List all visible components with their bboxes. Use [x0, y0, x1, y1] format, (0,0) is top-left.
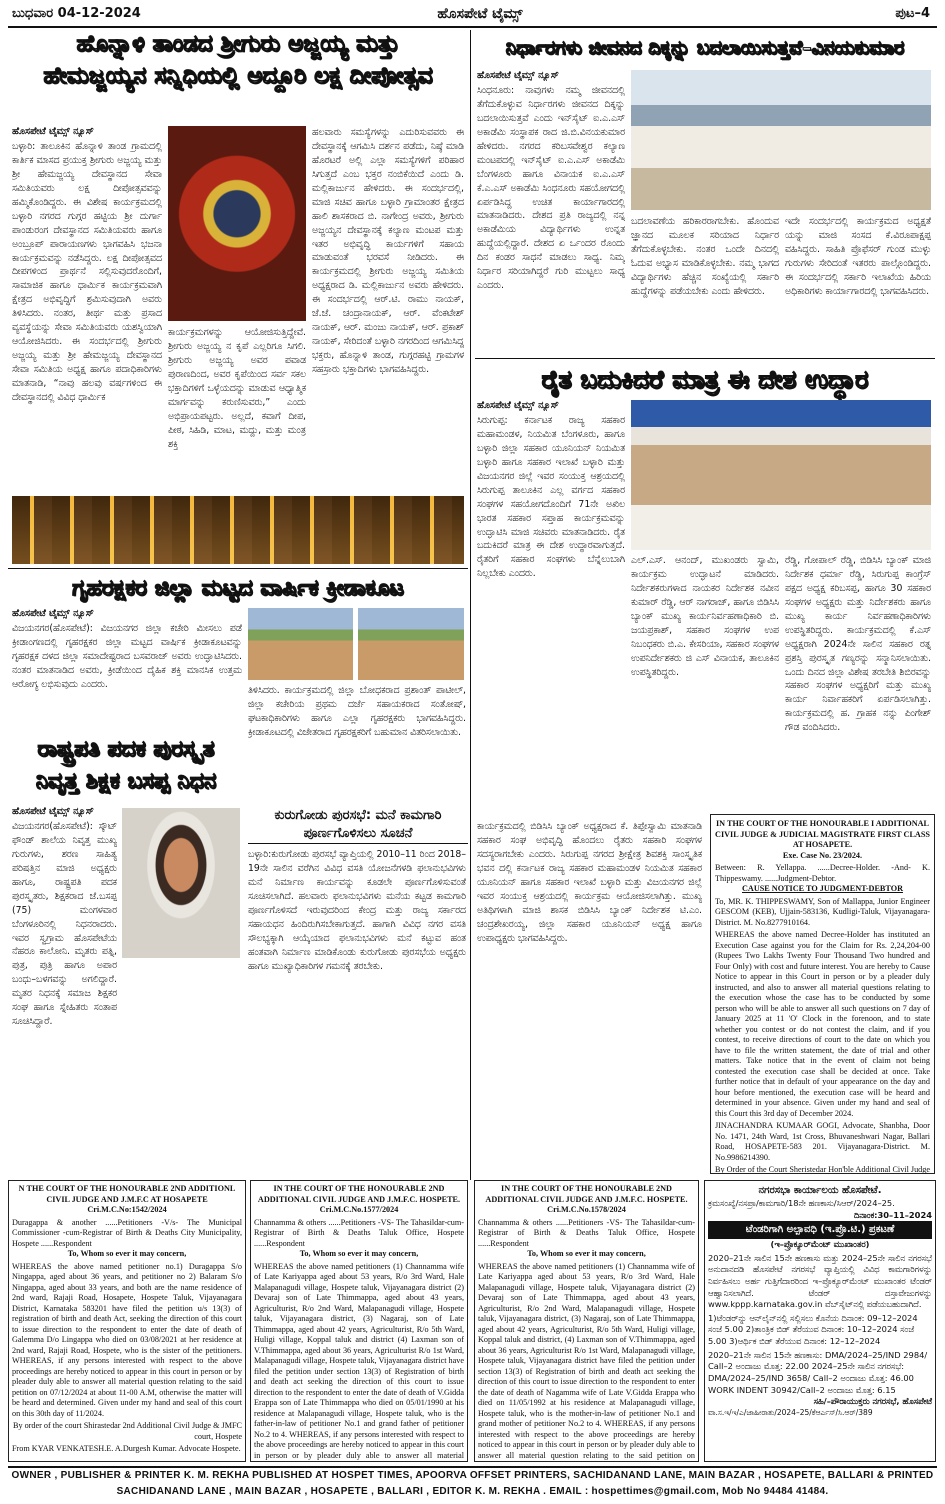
imprint-line-2: SACHIDANAND LANE , MAIN BAZAR , HOSAPETE , BALLARI , EDITOR K. M. REKHA . EMAIL : hospettimes@gmail.com, Mob No 94484 41484.: [116, 1486, 829, 1497]
legal-1578-case: Cri.M.C.No.1578/2024: [547, 1205, 626, 1214]
story-deepotsava-byline: ಹೊಸಪೇಟೆ ಟೈಮ್ಸ್ ನ್ಯೂಸ್: [12, 126, 94, 137]
story-farmers-byline: ಹೊಸಪೇಟೆ ಟೈಮ್ಸ್ ನ್ಯೂಸ್: [477, 400, 559, 411]
legal-1542-body: WHEREAS the above named petitioner no.1) Duragappa S/o Ningappa, aged about 36 years, and petitioner no 2) Balaram S/o Ningappa, aged about 33 years, and both are the name residence of 2nd ward, Rajaji Road, Hosapete, Hospete Taluk, Vijayanagara District, Karnataka 583201 have filed the petition u/s 13(3) of registration of birth and death Act, seeking the direction of this court to issue direction to the respondent to enter the date of death of Galemma D/o Lingappa who died on 03/08/2021 at her residence at 2nd ward, Rajaji Road, Hospete, who is the sister of the petitioners. WHEREAS, if any persons interested with respect to the above proceedings are hereby noticed to appear in this court in person or by pleader duly able to answer all material question relating to the said petition on 07/12/2024 at about 11-00 A.M, otherwise the matter will be heard and determined. Given under my hand and seal of this court on this 30th day of 11/2024.: [12, 1261, 242, 1418]
legal-exec-case-no: Exe. Case No. 23/2024.: [782, 850, 863, 860]
story-farmers-col1: ಸಿರುಗುಪ್ಪ: ಕರ್ನಾಟಕ ರಾಜ್ಯ ಸಹಕಾರ ಮಹಾಮಂಡಳ, ನಿಯಮಿತ ಬೆಂಗಳೂರು, ಹಾಗೂ ಬಳ್ಳಾರಿ ಜಿಲ್ಲಾ ಸಹಕಾರ ಯೂನಿಯನ್ ನಿಯಮಿತ ಬಳ್ಳಾರಿ ಹಾಗೂ ಸಹಕಾರ ಇಲಾಖೆ ಬಳ್ಳಾರಿ ಮತ್ತು ವಿಜಯನಗರ ಜಿಲ್ಲೆ ಇವರ ಸಂಯುಕ್ತ ಆಶ್ರಯದಲ್ಲಿ ಸಿರುಗುಪ್ಪ ತಾಲೂಕಿನ ಎಲ್ಲ ವರ್ಗದ ಸಹಕಾರ ಸಂಘಗಳ ಸಹಯೋಗದೊಂದಿಗೆ 71ನೇ ಅಖಿಲ ಭಾರತ ಸಹಕಾರ ಸಪ್ತಾಹ ಕಾರ್ಯಕ್ರಮವನ್ನು ಉದ್ಘಾಟಿಸಿ ಮಾಜಿ ಸಚಿವರು ಮಾತನಾಡಿದರು. ರೈತ ಬದುಕಿದರೆ ಮಾತ್ರ ಈ ದೇಶ ಉದ್ಧಾರವಾಗುತ್ತದೆ. ರೈತರಿಗೆ ಸಹಕಾರ ಸಂಘಗಳು ಬೆನ್ನೆಲುಬಾಗಿ ನಿಲ್ಲಬೇಕು ಎಂದರು.: [477, 415, 625, 580]
legal-1578-body: WHEREAS the above named petitioners (1) Channamma wife of Late Kariyappa aged about 53 years, R/o 3rd Ward, Hale Malapanagudi village, Hospete taluk, Vijayanagara district (2) Devaraj son of Late Thimmappa, aged about 43 years, Agriculturist, R/o 2nd Ward, Malapanagudi village, Hospete taluk, Vijayanagara district, (3) Nagaraj, son of Late Thimmappa, aged about 42 years, Agriculturist, R/o 5th Ward, Huligi village, Koppal taluk and district, (4) Laxman son of V.Thimmappa, aged about 36 years, Agriculturist R/o 1st Ward, Malapanagudi village, Hospete taluk, Vijayanagara district have filed the petition under section 13(3) of Registration of birth and death act seeking the direction of this court to issue direction to the respondent to enter the date of death of Nagamma wife of Late V.Gidda Erappa who died on 11/05/1992 at his residence at Malapanagudi village, Hospete taluk, who is the mother-in-law of petitioner No.1 and grand mother of petitioner No.2 to 4. WHEREAS, if any persons interested with respect to the above proceedings are hereby noticed to appear in this court in person or by pleader duly able to answer all material question relating to the said petition on: [478, 1261, 695, 1460]
story-obituary-headline-1: ರಾಷ್ಟ್ರಪತಿ ಪದಕ ಪುರಸ್ಕೃತ: [37, 737, 215, 762]
story-farmers-headline: ರೈತ ಬದುಕಿದರೆ ಮಾತ್ರ ಈ ದೇಶ ಉದ್ಧಾರ: [541, 365, 869, 394]
legal-1577-body: WHEREAS the above named petitioners (1) Channamma wife of Late Kariyappa aged about 53 years, R/o 3rd Ward, Hale Malapanagudi village, Hospete taluk, Vijayanagara district (2) Devaraj son of Late Thimmappa, aged about 43 years, Agriculturist, R/o 2nd Ward, Malapanagudi village, Hospete taluk, Vijayanagara district, (3) Nagaraj, son of Late Thimmappa, aged about 42 years, Agriculturist, R/o 5th Ward, Huligi village, Koppal taluk and district (4) Laxman son of V.Thimmappa, aged about 36 years, Agriculturist R/o 1st Ward, Malapanagudi village, Hospete taluk, Vijayanagara district have filed the petition under section 13(3) of Registration of birth and death act seeking the direction of this court to issue direction to the respondent to enter the date of death of V.Gidda Erappa son of Late Thimmappa who died on 05/01/1990 at his residence at Malapanagudi village, Hospete taluk, who is the father-in-law of petitioner No.1 and grand father of petitioner No.2 to 4. WHEREAS, if any persons interested with respect to the above proceedings are hereby noticed to appear in this court in person or by pleader duly able to answer all material: [254, 1261, 464, 1460]
legal-1577-parties: Channamma & others ......Petitioners -VS- The Tahasildar-cum-Registrar of Birth & Deaths Taluk Office, Hospete ......Respondent: [254, 1217, 464, 1248]
legal-1578-court: IN THE COURT OF THE HONOURABLE 2ND ADDITIONAL CIVIL JUDGE AND J.M.F.C. HOSPETE.: [485, 1184, 688, 1204]
tender-notice: [704, 1180, 936, 1462]
tender-title: ಟೆಂಡರಿಗಾಗಿ ಅಲ್ಪಾವಧಿ (ಇ.ಪ್ರೊ.ಟಿ.) ಪ್ರಕಟಣೆ: [708, 1221, 932, 1239]
story-obituary: [10, 736, 242, 1176]
sports-photo-2: [358, 608, 464, 680]
story-kurugodu-text: ಬಳ್ಳಾರಿ:ಕುರುಗೋಡು ಪುರಸಭೆ ವ್ಯಾಪ್ತಿಯಲ್ಲಿ 2010–11 ರಿಂದ 2018–19ನೇ ಸಾಲಿನ ವರೆಗಿನ ವಿವಿಧ ವಸತಿ ಯೋಜನೆಗಳಡಿ ಫಲಾನುಭವಿಗಳು ಮನೆ ನಿರ್ಮಾಣ ಕಾರ್ಯವನ್ನು ಕೂಡಲೇ ಪೂರ್ಣಗೊಳಿಸುವಂತೆ ಸೂಚಿಸಲಾಗಿದೆ. ಹಲವಾರು ಫಲಾನುಭವಿಗಳು ಮನೆಯ ಕಟ್ಟಡ ಕಾಮಗಾರಿ ಪೂರ್ಣಗೊಳಿಸದೆ ಇರುವುದರಿಂದ ಕೇಂದ್ರ ಮತ್ತು ರಾಜ್ಯ ಸರ್ಕಾರದ ಸಹಾಯಧನ ಹಿಂದಿರುಗಿಸಬೇಕಾಗುತ್ತದೆ. ಹಾಗಾಗಿ ವಿವಿಧ ನಗರ ವಸತಿ ಸೌಲಭ್ಯಕ್ಕಾಗಿ ಆಯ್ಕೆಯಾದ ಫಲಾನುಭವಿಗಳು ಮನೆ ಕಟ್ಟುವ ಹಂತ ಹಂತವಾಗಿ ನಿರ್ಮಾಣ ಮಾಡಿಕೊಂಡು ಕುರುಗೋಡು ಪುರಸಭೆಯ ಅಧ್ಯಕ್ಷರು ಹಾಗೂ ಮುಖ್ಯಾಧಿಕಾರಿಗಳ ಗಮನಕ್ಕೆ ತರಬೇಕು.: [248, 849, 466, 972]
story-decisions: [475, 30, 935, 355]
story-kurugodu-headline-1: ಕುರುಗೋಡು ಪುರಸಭೆ: ಮನೆ ಕಾಮಗಾರಿ: [274, 808, 442, 823]
issue-date: ಬುಧವಾರ 04-12-2024: [12, 6, 141, 21]
story-farmers-continued: ಕಾರ್ಯಕ್ರಮದಲ್ಲಿ ಬಿಡಿಸಿಸಿ ಬ್ಯಾಂಕ್ ಅಧ್ಯಕ್ಷರಾದ ಕೆ. ತಿಪ್ಪೇಸ್ವಾಮಿ ಮಾತನಾಡಿ ಸಹಕಾರ ಸಂಘ ಅಭಿವೃದ್ಧಿ ಹೊಂದಲು ರೈತರು ಸಹಕಾರಿ ಸಂಘಗಳ ಸದಸ್ಯರಾಗಬೇಕು ಎಂದರು. ಸಿರುಗುಪ್ಪ ನಗರದ ಶ್ರೀಕ್ಷೇತ್ರ ಶಿವಶಕ್ತಿ ಸಾಂಸ್ಕೃತಿಕ ಭವನ ದಲ್ಲಿ ಕರ್ನಾಟಕ ರಾಜ್ಯ ಸಹಕಾರ ಮಹಾಮಂಡಳ ನಿಯಮಿತ ಸಹಕಾರ ಯೂನಿಯನ್ ಹಾಗೂ ಸಹಕಾರ ಇಲಾಖೆ ಬಳ್ಳಾರಿ ಮತ್ತು ವಿಜಯನಗರ ಜಿಲ್ಲೆ ಇವರ ಸಂಯುಕ್ತ ಆಶ್ರಯದಲ್ಲಿ ಕಾರ್ಯಕ್ರಮ ಆಯೋಜಿಸಲಾಗಿತ್ತು. ಮುಖ್ಯ ಅತಿಥಿಗಳಾಗಿ ಮಾಜಿ ಶಾಸಕ ಬಿಡಿಸಿಸಿ ಬ್ಯಾಂಕ್ ನಿರ್ದೇಶಕ ಟಿ.ಎಂ. ಚಂದ್ರಶೇಖರಯ್ಯ, ಜಿಲ್ಲಾ ಸಹಕಾರ ಯೂನಿಯನ್ ಅಧ್ಯಕ್ಷ ಹಾಗೂ ಉಪಾಧ್ಯಕ್ಷರು ಭಾಗವಹಿಸಿದ್ದರು.: [477, 821, 702, 944]
legal-1578-parties: Channamma & others ......Petitioners -VS- The Tahasildar-cum-Registrar of Birth & Deaths Taluk Office, Hospete ......Respondent: [478, 1217, 695, 1248]
temple-photo: [168, 126, 306, 321]
tender-ref: ಕ್ರಮಸಂಖ್ಯೆ/ನಸಪ್ರಾ/ಕಾಮಗಾರಿ/18ನೇ ಹಣಕಾಸು/ಸಿಆರ್/2024–25.: [708, 1198, 895, 1208]
story-decisions-col1: ಸಿಂಧನೂರು: ನಾವುಗಳು ನಮ್ಮ ಜೀವನದಲ್ಲಿ ತೆಗೆದುಕೊಳ್ಳುವ ನಿರ್ಧಾರಗಳು ಜೀವನದ ದಿಕ್ಕನ್ನು ಬದಲಾಯಿಸುತ್ತವೆ ಎಂದು ಇನ್‌ಸೈಟ್ ಐ.ಎ.ಎಸ್ ಅಕಾಡೆಮಿ ಸಂಸ್ಥಾಪಕ ರಾದ ಜಿ.ಬಿ.ವಿನಯಕುಮಾರ ಹೇಳಿದರು. ನಗರದ ಕರಿಬಸವೇಶ್ವರ ಕಲ್ಯಾಣ ಮಂಟಪದಲ್ಲಿ ಇನ್‌ಸೈಟ್ ಐ.ಎ.ಎಸ್ ಅಕಾಡೆಮಿ ಬೆಂಗಳೂರು ಹಾಗೂ ವಿನಾಯಕ ಐ.ಎ.ಎಸ್ ಕೆ.ಎ.ಎಸ್ ಅಕಾಡೆಮಿ ಸಿಂಧನೂರು ಸಹಯೋಗದಲ್ಲಿ ಏರ್ಪಡಿಸಿದ್ದ ಉಚಿತ ಕಾರ್ಯಾಗಾರದಲ್ಲಿ ಮಾತನಾಡಿದರು. ದೇಶದ ಪ್ರತಿ ರಾಜ್ಯದಲ್ಲಿ ನನ್ನ ಅಕಾಡೆಮಿಯ ವಿದ್ಯಾರ್ಥಿಗಳು ಉನ್ನತ ಹುದ್ದೆಯಲ್ಲಿದ್ದಾರೆ. ದೇಶದ ಏ ರ್ಒಂದರ ರೊಂದು ದಿನ ಕಂಡರ ಸಾಧನೆ ಮಾಡಲು ಸಾಧ್ಯ. ನಿಮ್ಮ ನಿರ್ಧಾರ ಸರಿಯಾಗಿದ್ದರೆ ಗುರಿ ಮುಟ್ಟಲು ಸಾಧ್ಯ ಎಂದರು.: [477, 85, 625, 292]
tender-foot: ವಾ.ಸ.ಇ/ಇ/ಎ/ಜಾಹೀರಾತು/2024–25/ಕೆಆರ್ಎಸ್/ಸಿ.ಆರ್/389: [708, 1407, 873, 1417]
story-obituary-byline: ಹೊಸಪೇಟೆ ಟೈಮ್ಸ್ ನ್ಯೂಸ್: [12, 806, 94, 817]
page-number: ಪುಟ–4: [895, 6, 930, 21]
story-deepotsava-headline-2: ಹೇಮಜ್ಜಯ್ಯನ ಸನ್ನಿಧಿಯಲ್ಲಿ ಅದ್ದೂರಿ ಲಕ್ಷ ದೀಪೋತ್ಸವ: [43, 63, 433, 89]
divider-story2: [475, 358, 935, 359]
story-obituary-text: ವಿಜಯನಗರ(ಹೊಸಪೇಟೆ): ಸ್ಕೌಟ್ ಫೌಂಡ್ ಶಾಲೆಯ ನಿವೃತ್ತ ಮುಖ್ಯ ಗುರುಗಳು, ಶರಣ ಸಾಹಿತ್ಯ ಪರಿಷತ್ತಿನ ಮಾಜಿ ಅಧ್ಯಕ್ಷರು ಹಾಗೂ, ರಾಷ್ಟ್ರಪತಿ ಪದಕ ಪುರಸ್ಕೃತರು, ಶಿಕ್ಷಕರಾದ ಜೆ.ಬಸಪ್ಪ (75) ಮಂಗಳವಾರ ಬೆಂಗಳೂರಿನಲ್ಲಿ ನಿಧನರಾದರು. ಇವರ ಸ್ವಗ್ರಾಮ ಹೊಸಪೇಟೆಯ ನೆಹರೂ ಕಾಲೋನಿ. ಮೃತರು ಪತ್ನಿ, ಪುತ್ರ, ಪುತ್ರಿ ಹಾಗೂ ಅಪಾರ ಬಂಧು–ಬಳಗವನ್ನು ಅಗಲಿದ್ದಾರೆ. ಮೃತರ ನಿಧನಕ್ಕೆ ಸಮಾಜ ಶಿಕ್ಷಕರ ಸಂಘ ಹಾಗೂ ಸ್ನೇಹಿತರು ಸಂತಾಪ ಸೂಚಿಸಿದ್ದಾರೆ.: [12, 821, 117, 1028]
tender-office: ನಗರಸಭಾ ಕಾರ್ಯಾಲಯ ಹೊಸಪೇಟೆ.: [758, 1185, 882, 1196]
legal-exec-sign: By Order of the Court Sheristedar Hon'ble Additional Civil Judge: [715, 1165, 931, 1174]
basappa-portrait: [122, 808, 240, 958]
story-deepotsava-col2: ಕಾರ್ಯಕ್ರಮಗಳನ್ನು ಆಯೋಜಿಸುತ್ತಿದ್ದೇವೆ. ಶ್ರೀಗುರು ಅಜ್ಜಯ್ಯ ನ ಕೃಪೆ ಎಲ್ಲರಿಗೂ ಸಿಗಲಿ. ಶ್ರೀಗುರು ಅಜ್ಜಯ್ಯ ಅವರ ಪವಾಡ ಪುರಾಣದಿಂದ, ಅವರ ಕೃಪೆಯಿಂದ ಸರ್ವ ಸಕಲ ಭಕ್ತಾದಿಗಳಿಗೆ ಒಳ್ಳೆಯದನ್ನು ಮಾಡುವ ಆಧ್ಯಾತ್ಮಿಕ ಮಾರ್ಗವನ್ನು ಕರುಣಿಸುವರು,” ಎಂದು ಅಭಿಪ್ರಾಯಪಟ್ಟರು. ಅಲ್ಲದೆ, ಕವಾಗೆ ದೀಪ, ಪೀಠ, ಸಿಹಿಡಿ, ಮಾಟ, ಮದ್ದು, ಮತ್ತು ಮಂತ್ರ ಶಕ್ತಿ: [168, 327, 306, 450]
legal-notice-1542: [8, 1180, 246, 1462]
story-homeguards-headline: ಗೃಹರಕ್ಷಕರ ಜಿಲ್ಲಾ ಮಟ್ಟದ ವಾರ್ಷಿಕ ಕ್ರೀಡಾಕೂಟ: [72, 576, 404, 601]
story-kurugodu: [248, 808, 468, 1178]
story-deepotsava-col3: ಹಲವಾರು ಸಮಸ್ಯೆಗಳನ್ನು ಎದುರಿಸುವವರು ಈ ದೇವಸ್ಥಾನಕ್ಕೆ ಆಗಮಿಸಿ ದರ್ಶನ ಪಡೆದು, ನಿಷ್ಠೆ ಮಾಡಿ ಹೊರಟರೆ ಅಲ್ಲಿ ಎಲ್ಲಾ ಸಮಸ್ಯೆಗಳಿಗೆ ಪರಿಹಾರ ಸಿಗುತ್ತದೆ ಎಂಬ ಭಕ್ತರ ನಂಬಿಕೆಯಿದೆ ಎಂದು ಡಿ. ಮಲ್ಲಿಕಾರ್ಜುನ ಹೇಳಿದರು. ಈ ಸಂದರ್ಭದಲ್ಲಿ, ಮಾಜಿ ಸಚಿವ ಹಾಗೂ ಬಳ್ಳಾರಿ ಗ್ರಾಮಾಂತರ ಕ್ಷೇತ್ರದ ಹಾಲಿ ಶಾಸಕರಾದ ಬಿ. ನಾಗೇಂದ್ರ ಅವರು, ಶ್ರೀಗುರು ಅಜ್ಜಯ್ಯನ ದೇವಸ್ಥಾನಕ್ಕೆ ಕಲ್ಯಾಣ ಮಂಟಪ ಮತ್ತು ಇತರ ಅಭಿವೃದ್ಧಿ ಕಾರ್ಯಗಳಿಗೆ ಸಹಾಯ ಮಾಡುವಂತೆ ಭರವಸೆ ನೀಡಿದರು. ಈ ಕಾರ್ಯಕ್ರಮದಲ್ಲಿ ಶ್ರೀಗುರು ಅಜ್ಜಯ್ಯ ಸಮಿತಿಯ ಅಧ್ಯಕ್ಷರಾದ ಡಿ. ಮಲ್ಲಿಕಾರ್ಜುನ ಅವರು ಹೇಳಿದರು. ಈ ಸಂದರ್ಭದಲ್ಲಿ ಆರ್.ಟಿ. ರಾಮು ನಾಯಕ್, ಜೆ.ಜೆ. ಚಂದ್ರಾನಾಯಕ್, ಆರ್. ವೆಂಕಟೇಶ್ ನಾಯಕ್, ಆರ್. ಮಂಜು ನಾಯಕ್, ಆರ್. ಪ್ರಕಾಶ್ ನಾಯಕ್, ಸೇರಿದಂತೆ ಬಳ್ಳಾರಿ ನಗರದಿಂದ ಆಗಮಿಸಿದ್ದ ಭಕ್ತರು, ಹೊನ್ನಾಳಿ ತಾಂಡ, ಗುಗ್ಗರಹಟ್ಟಿ ಗ್ರಾಮಗಳ ಸಹಸ್ರಾರು ಭಕ್ತಾದಿಗಳು ಭಾಗವಹಿಸಿದ್ದರು.: [312, 127, 464, 375]
lamps-photo: [12, 496, 464, 564]
academy-event-photo: [631, 70, 931, 210]
paper-name: ಹೊಸಪೇಟೆ ಟೈಮ್ಸ್: [437, 6, 523, 22]
story-farmers-col3: ರೆಡ್ಡಿ, ಗೋಪಾಲ್ ರೆಡ್ಡಿ, ಬಿಡಿಸಿಸಿ ಬ್ಯಾಂಕ್ ಮಾಜಿ ನಿರ್ದೇಶಕ ಧರ್ಮಾ ರೆಡ್ಡಿ, ಸಿರುಗುಪ್ಪ ಕಾಂಗ್ರೆಸ್ ಪಕ್ಷದ ಅಧ್ಯಕ್ಷ ಕರಿಬಸಪ್ಪ, ಹಾಗೂ 30 ಸಹಕಾರ ಸಂಘಗಳ ಅಧ್ಯಕ್ಷರು ಮತ್ತು ನಿರ್ದೇಶಕರು ಹಾಗೂ ಮುಖ್ಯ ಕಾರ್ಯ ನಿರ್ವಹಣಾಧಿಕಾರಿಗಳು ಉಪಸ್ಥಿತರಿದ್ದರು. ಕಾರ್ಯಕ್ರಮದಲ್ಲಿ ಕೆ.ಎಸ್ ಅಧ್ಯಕ್ಷರಾಗಿ 2024ನೇ ಸಾಲಿನ ಸಹಕಾರ ರತ್ನ ಪ್ರಶಸ್ತಿ ಪುರಸ್ಕೃತ ಗಣ್ಯರನ್ನು ಸನ್ಮಾನಿಸಲಾಯಿತು. ಒಂದು ದಿನದ ಜಿಲ್ಲಾ ವಿಶೇಷ ತರಬೇತಿ ಶಿಬಿರವನ್ನು ಸಹಕಾರ ಸಂಘಗಳ ಅಧ್ಯಕ್ಷರಿಗೆ ಮತ್ತು ಮುಖ್ಯ ಕಾರ್ಯ ನಿರ್ವಾಹಕರಿಗೆ ಏರ್ಪಡಿಸಲಾಗಿತ್ತು. ಕಾರ್ಯಕ್ರಮದಲ್ಲಿ ಹ. ಗ್ರಾಹಕ ನನ್ನು ಪಿಂಗೇಶ್ ಗೌಡ ವಂದಿಸಿದರು.: [785, 555, 931, 734]
legal-1577-case: Cri.M.C.No.1577/2024: [319, 1205, 399, 1214]
tender-body: 2020–21ನೇ ಸಾಲಿನ 15ನೇ ಹಣಕಾಸು ಮತ್ತು 2024–25ನೇ ಸಾಲಿನ ನಗರಸಭೆ ಅನುದಾನದಡಿ ಹೊಸಪೇಟೆ ನಗರಸಭೆ ವ್ಯಾಪ್ತಿಯಲ್ಲಿ ವಿವಿಧ ಕಾಮಗಾರಿಗಳನ್ನು ನಿರ್ವಹಿಸಲು ಅರ್ಹ ಗುತ್ತಿಗೆದಾರರಿಂದ ಇ–ಪ್ರೊಕ್ಯೂರ್‌ಮೆಂಟ್ ಮುಖಾಂತರ ಟೆಂಡರ್ ಆಹ್ವಾನಿಸಲಾಗಿದೆ. ಟೆಂಡರ್ ದಸ್ತಾವೇಜುಗಳನ್ನು www.kppp.karnataka.gov.in ವೆಬ್‌ಸೈಟ್‌ನಲ್ಲಿ ಪಡೆಯಬಹುದಾಗಿದೆ.: [708, 1252, 932, 1310]
story-farmers: [475, 362, 935, 817]
imprint-line-1: OWNER , PUBLISHER & PRINTER K. M. REKHA PUBLISHED AT HOSPET TIMES, APOORVA OFFSET PRINTERS, SACHIDANAND LANE, MAIN BAZAR , HOSAPETE, BALLARI & PRINTED: [11, 1470, 934, 1481]
story-obituary-headline-2: ನಿವೃತ್ತ ಶಿಕ್ಷಕ ಬಸಪ್ಪ ನಿಧನ: [35, 769, 217, 794]
story-homeguards-text2: ತಿಳಿಸಿದರು. ಕಾರ್ಯಕ್ರಮದಲ್ಲಿ ಜಿಲ್ಲಾ ಬೋಧಕರಾದ ಪ್ರಶಾಂತ್ ಪಾಟೀಲ್, ಜಿಲ್ಲಾ ಕಚೇರಿಯ ಪ್ರಥಮ ದರ್ಜೆ ಸಹಾಯಕರಾದ ಸಂತೋಷ್, ಘಟಕಾಧಿಕಾರಿಗಳು ಹಾಗೂ ಎಲ್ಲಾ ಗೃಹರಕ್ಷಕರು ಭಾಗವಹಿಸಿದ್ದರು. ಕ್ರೀಡಾಕೂಟದಲ್ಲಿ ವಿಜೇತರಾದ ಗೃಹರಕ್ಷಕರಿಗೆ ಬಹುಮಾನ ವಿತರಿಸಲಾಯಿತು.: [248, 685, 466, 738]
story-decisions-byline: ಹೊಸಪೇಟೆ ಟೈಮ್ಸ್ ನ್ಯೂಸ್: [477, 70, 559, 81]
legal-1542-sign: By order of the court Shirastedar 2nd Additional Civil Judge & JMFC court, Hospete: [12, 1421, 242, 1441]
story-decisions-col2: ಬದಲಾವಣೆಯ ಹರಿಕಾರರಾಗಬೇಕು. ಹೊಂದುವ ಜ್ಞಾನದ ಮೂಲಕ ಸರಿಯಾದ ನಿರ್ಧಾರ ತೆಗೆದುಕೊಳ್ಳಬೇಕು. ನಂತರ ಒಂದೇ ದಿನದಲ್ಲಿ ಓದುವ ಅಭ್ಯಾಸ ಮಾಡಿಕೊಳ್ಳಬೇಕು. ನಮ್ಮ ಭಾಗದ ವಿದ್ಯಾರ್ಥಿಗಳು ಹೆಚ್ಚಿನ ಸಂಖ್ಯೆಯಲ್ಲಿ ಸರ್ಕಾರಿ ಹುದ್ದೆಗಳನ್ನು ಪಡೆಯಬೇಕು ಎಂದು ಹೇಳಿದರು.: [631, 216, 779, 297]
legal-notice-1578: [474, 1180, 699, 1462]
story-deepotsava-headline-1: ಹೊನ್ನಾಳಿ ತಾಂಡದ ಶ್ರೀಗುರು ಅಜ್ಜಯ್ಯ ಮತ್ತು: [76, 31, 400, 57]
story-kurugodu-headline-2: ಪೂರ್ಣಗೊಳಿಸಲು ಸೂಚನೆ: [248, 826, 468, 844]
legal-1542-from: From KYAR VENKATESH.E. A.Durgesh Kumar. Advocate Hospete.: [12, 1444, 241, 1453]
legal-1542-to: To, Whom so ever it may concern,: [67, 1249, 187, 1258]
story-deepotsava: [10, 30, 466, 565]
legal-exec-notice: CAUSE NOTICE TO JUDGMENT-DEBTOR: [742, 884, 903, 893]
tender-subtitle: (ಇ–ಪ್ರೊಕ್ಯೂರ್‌ಮೆಂಟ್ ಮುಖಾಂತರ): [770, 1239, 870, 1250]
legal-1542-parties: Duragappa & another ......Petitioners -V/s- The Municipal Commissioner -cum-Registrar of Birth & Deaths City Municipality, Hospete ......Respondent: [12, 1217, 242, 1248]
legal-1578-to: To, Whom so ever it may concern,: [527, 1249, 646, 1258]
divider-story1: [8, 568, 468, 569]
legal-exec-case: [710, 814, 935, 1174]
legal-exec-to: To, MR. K. THIPPESWAMY, Son of Mallappa, Junior Engineer GESCOM (KEB), Ujjain-583136, Kudligi-Taluk, Vijayanagara-District. M. No.8277910164.: [715, 896, 930, 927]
story-homeguards-text1: ವಿಜಯನಗರ(ಹೊಸಪೇಟೆ): ವಿಜಯನಗರ ಜಿಲ್ಲಾ ಕಚೇರಿ ಮೀಸಲು ಪಡೆ ಕ್ರೀಡಾಂಗಣದಲ್ಲಿ ಗೃಹರಕ್ಷಕರ ಜಿಲ್ಲಾ ಮಟ್ಟದ ವಾರ್ಷಿಕ ಕ್ರೀಡಾಕೂಟವನ್ನು ಗೃಹರಕ್ಷಕ ದಳದ ಜಿಲ್ಲಾ ಸಮಾದೇಷ್ಟರಾದ ಬಸವರಾಜ್ ಅವರು ಉದ್ಘಾಟಿಸಿದರು. ನಂತರ ಮಾತನಾಡಿದ ಅವರು, ಕ್ರೀಡೆಯಿಂದ ದೈಹಿಕ ಶಕ್ತಿ ಮಾನಸಿಕ ಉತ್ತಮ ಆರೋಗ್ಯ ಲಭಿಸುವುದು ಎಂದರು.: [12, 623, 242, 690]
cooperative-event-photo: [631, 400, 931, 550]
legal-notice-1577: [250, 1180, 468, 1462]
legal-exec-court: IN THE COURT OF THE HONOURABLE I ADDITIONAL CIVIL JUDGE & JUDICIAL MAGISTRATE FIRST CLASS AT HOSAPETE.: [715, 819, 930, 849]
tender-items: 2020–21ನೇ ಸಾಲಿನ 15ನೇ ಹಣಕಾಸು: DMA/2024–25/IND 2984/ Call–2 ಅಂದಾಜು ಮೊತ್ತ: 22.00 2024–25ನೇ ಸಾಲಿನ ನಗರಸಭೆ: DMA/2024–25/IND 3658/ Call–2 ಅಂದಾಜು ಮೊತ್ತ: 46.00 WORK INDENT 30942/Call–2 ಅಂದಾಜು ಮೊತ್ತ: 6.15: [708, 1349, 928, 1395]
story-decisions-headline: ನಿರ್ಧಾರಗಳು ಜೀವನದ ದಿಕ್ಕನ್ನು ಬದಲಾಯಿಸುತ್ತವೆ–ವಿನಯಕುಮಾರ: [505, 37, 905, 59]
col-divider-top: [470, 30, 471, 1180]
legal-1577-to: To, Whom so ever it may concern,: [299, 1249, 419, 1258]
legal-exec-advocate: JINACHANDRA KUMAAR GOGI, Advocate, Shanbha, Door No. 1471, 24th Ward, 1st Cross, Bhuvaneshwari Nagar, Ballari Road, HOSAPETE-583 201. Vijayanagara-District. M. No.9986214390.: [715, 1121, 930, 1162]
legal-1542-case: Cri.M.C.No:1542/2024: [87, 1205, 167, 1214]
tender-date: ದಿನಾಂಕ:30–11–2024: [853, 1209, 932, 1220]
story-deepotsava-col1: ಬಳ್ಳಾರಿ: ತಾಲೂಕಿನ ಹೊನ್ನಾಳಿ ತಾಂಡ ಗ್ರಾಮದಲ್ಲಿ ಕಾರ್ತಿಕ ಮಾಸದ ಪ್ರಯುಕ್ತ ಶ್ರೀಗುರು ಅಜ್ಜಯ್ಯ ಮತ್ತು ಶ್ರೀ ಹೇಮಜ್ಜಯ್ಯ ದೇವಸ್ಥಾನದ ಸೇವಾ ಸಮಿತಿಯವರು ಲಕ್ಷ ದೀಪೋತ್ಸವವನ್ನು ಹಮ್ಮಿಕೊಂಡಿದ್ದರು. ಈ ವಿಶೇಷ ಕಾರ್ಯಕ್ರಮದಲ್ಲಿ ಬಳ್ಳಾರಿ ನಗರದ ಗುಗ್ಗರ ಹಟ್ಟಿಯ ಶ್ರೀ ದುರ್ಗಾ ಪಾಂಡುರಂಗ ದೇವಸ್ಥಾನದ ಸಮಿತಿಯವರು ಹಾಗೂ ಅಂಬ್ರೂಪ್ ಪಾರಾಯಣಗಳು ಭಾಗವಹಿಸಿ ಭಜನಾ ಕಾರ್ಯಕ್ರಮವನ್ನು ನಡೆಸಿದ್ದರು. ಲಕ್ಷ ದೀಪೋತ್ಸವದ ದೀಪಗಳಿಂದ ಪ್ರಾರ್ಥನೆ ಸಲ್ಲಿಸುವುದರೊಂದಿಗೆ, ಸಾಮಾಜಿಕ ಹಾಗೂ ಧಾರ್ಮಿಕ ಕಾರ್ಯಕ್ರಮವಾಗಿ ಕ್ಷೇತ್ರದ ಅಭಿವೃದ್ಧಿಗೆ ಶ್ರಮಿಸುವುದಾಗಿ ಅವರು ತಿಳಿಸಿದರು. ನಂತರ, ತೀರ್ಥ ಮತ್ತು ಪ್ರಸಾದ ವ್ಯವಸ್ಥೆಯನ್ನು ಸೇವಾ ಸಮಿತಿಯವರು ಯಶಸ್ವಿಯಾಗಿ ಆಯೋಜಿಸಿದರು. ಈ ಸಂದರ್ಭದಲ್ಲಿ ಶ್ರೀಗುರು ಅಜ್ಜಯ್ಯ ಮತ್ತು ಶ್ರೀ ಹೇಮಜ್ಜಯ್ಯ ದೇವಸ್ಥಾನದ ಸೇವಾ ಸಮಿತಿಯ ಅಧ್ಯಕ್ಷ ಹಾಗೂ ಪದಾಧಿಕಾರಿಗಳು ಮಾತನಾಡಿ, “ನಾವು ಹಲವು ವರ್ಷಗಳಿಂದ ಈ ದೇವಸ್ಥಾನದಲ್ಲಿ ವಿವಿಧ ಧಾರ್ಮಿಕ: [12, 141, 162, 403]
story-homeguards-byline: ಹೊಸಪೇಟೆ ಟೈಮ್ಸ್ ನ್ಯೂಸ್: [12, 608, 94, 619]
sports-photo-1: [248, 608, 353, 680]
legal-1577-court: IN THE COURT OF THE HONOURABLE 2ND ADDITIONAL CIVIL JUDGE AND J.M.F.C. HOSPETE.: [257, 1184, 461, 1204]
legal-exec-body: WHEREAS the above named Decree-Holder has instituted an Execution Case against you for the Claim for Rs. 2,24,204-00 (Rupees Two Lakhs Twenty Four Thousand Two hundred and Four Only) with cost and future interest. You are hereby to Cause Notice to appear in this Court in person or by a pleader duly instructed, and also to answer all material questions relating to the execution whose the case has to be conducted by some person who will be able to answer all such questions on 7 day of January 2025 at 11 'O' Clock in the forenoon, and to state whether you contest or do not contest the claim, and if you contest, to receive directions of court to the date on which you have to file the written statement, the date of trial and other matters. Take notice that in the event of claim not being contested the execution case shall be decided at once. Take further notice that in default of your appearance on the day and hour before mentioned, the execution case will be heard and determined in your absence. Given under my hand and seal of this Court this 3rd day of December 2024.: [715, 930, 930, 1118]
legal-1542-court: N THE COURT OF THE HONOURABLE 2ND ADDITIONL CIVIL JUDGE AND J.M.F.C AT HOSAPETE: [18, 1184, 236, 1204]
tender-schedule: 1)ಟೆಂಡರ್‌ನ್ನು ಆನ್‌ಲೈನ್‌ನಲ್ಲಿ ಸಲ್ಲಿಸಲು ಕೊನೆಯ ದಿನಾಂಕ: 09–12–2024 ಸಂಜೆ 5.00 2)ತಾಂತ್ರಿಕ ಬಿಡ್ ತೆರೆಯುವ ದಿನಾಂಕ: 10–12–2024 ಸಂಜೆ 5.00 3)ಆರ್ಥಿಕ ಬಿಡ್ ತೆರೆಯುವ ದಿನಾಂಕ: 12–12–2024: [708, 1312, 918, 1347]
legal-exec-parties: Between: R. Yellappa. ......Decree-Holder. -And- K. Thippeswamy. ......Judgment-Debtor.: [715, 863, 930, 883]
story-farmers-col2: ಎಲ್.ಎಸ್. ಆನಂದ್, ಮುಖಂಡರು ಸ್ವಾಮಿ, ಕಾರ್ಯಕ್ರಮ ಉದ್ಘಾಟನೆ ಮಾಡಿದರು. ನಿರ್ದೇಶಕರುಗಳಾದ ನಾಯಕರ ನಿರ್ದೇಶಕ ನವೀನ ಕುಮಾರ್ ರೆಡ್ಡಿ, ಆರ್ ನಾಗರಾಜ್, ಹಾಗೂ ಬಿಡಿಸಿಸಿ ಬ್ಯಾಂಕ್ ಮುಖ್ಯ ಕಾರ್ಯನಿರ್ವಹಣಾಧಿಕಾರಿ ಬಿ. ಜಯಪ್ರಕಾಶ್, ಸಹಕಾರ ಸಂಘಗಳ ಉಪ ನಿಬಂಧಕರು ಬಿ.ಎ. ಕೇಸರಿಯಾ, ಸಹಕಾರ ಸಂಘಗಳ ಉಪನಿರ್ದೇಶಕರು ಜಿ ಎಸ್ ವಿನಾಯಕ, ತಾಲೂಕಿನ ಉಪಸ್ಥಿತರಿದ್ದರು.: [631, 555, 779, 678]
story-decisions-col3: ಇದೇ ಸಂದರ್ಭದಲ್ಲಿ ಕಾರ್ಯಕ್ರಮದ ಅಧ್ಯಕ್ಷತೆ ಯನ್ನು ಮಾಜಿ ಸಂಸದ ಕೆ.ವಿರೂಪಾಕ್ಷಪ್ಪ ವಹಿಸಿದ್ದರು. ಸಾಹಿತಿ ಪ್ರೊಫೆಸರ್ ಗುಂಡ ಮುಳ್ಳು ಗುರುಗಳು ಸೇರಿದಂತೆ ಇತರರು ಪಾಲ್ಗೊಂಡಿದ್ದರು. ಈ ಸಂದರ್ಭದಲ್ಲಿ ಸರ್ಕಾರಿ ಇಲಾಖೆಯ ಹಿರಿಯ ಅಧಿಕಾರಿಗಳು ಕಾರ್ಯಾಗಾರದಲ್ಲಿ ಭಾಗವಹಿಸಿದರು.: [785, 216, 931, 297]
header-rule: [8, 26, 937, 28]
tender-sign: ಸಹಿ/–ಪೌರಾಯುಕ್ತರು ನಗರಸಭೆ, ಹೊಸಪೇಟೆ: [813, 1396, 932, 1407]
